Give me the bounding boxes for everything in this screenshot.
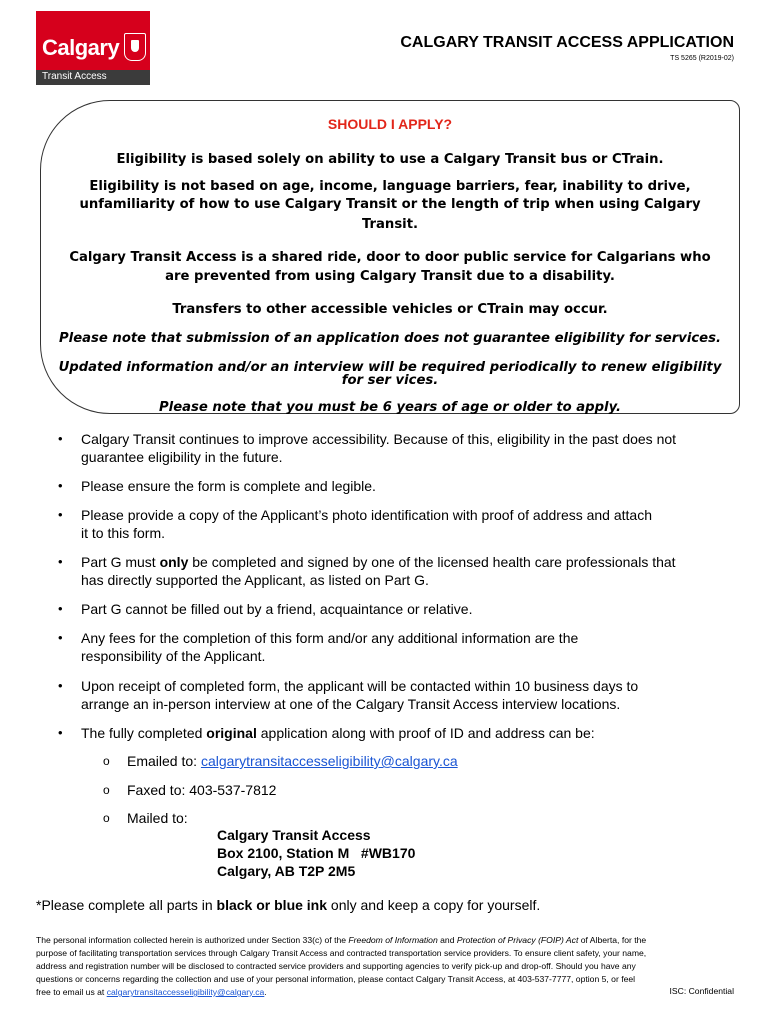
bullet-7b: arrange an in-person interview at one of the Calgary Transit Access interview locations.	[81, 696, 621, 712]
footer-email-link[interactable]: calgarytransitaccesseligibility@calgary.ca	[106, 987, 265, 997]
bullet-2: Please ensure the form is complete and legible.	[81, 478, 376, 494]
box-heading: SHOULD I APPLY?	[327, 116, 453, 132]
ink-note	[36, 896, 540, 914]
bullet-icon: •	[58, 601, 63, 616]
bullet-icon: •	[58, 554, 63, 569]
bullet-4a	[81, 553, 741, 571]
note-post: only and keep a copy for yourself.	[327, 897, 541, 913]
footer-1c: and	[437, 935, 457, 945]
footer-foi: Freedom of Information	[348, 935, 438, 945]
box-p6b: for ser vices.	[341, 373, 439, 388]
bullet-8-pre: The fully completed	[81, 725, 207, 741]
bullet-icon: •	[58, 630, 63, 645]
bullet-3a: Please provide a copy of the Applicant’s photo identification with proof of address and attach	[81, 507, 652, 523]
bullet-8	[81, 724, 741, 742]
footer-line-4: questions or concerns regarding the collection and use of your personal information, please contact Calgary Transit Access, at 403-537-7777, option 5, or feel	[36, 974, 636, 984]
sub-bullet-icon: o	[103, 754, 110, 768]
sub-bullet-icon: o	[103, 811, 110, 825]
address-line-1: Calgary Transit Access	[217, 827, 371, 843]
bullet-4a-post: be completed and signed by one of the licensed health care professionals that	[188, 554, 676, 570]
footer-line-3: address and registration number will be disclosed to contracted service providers and supporting agencies to verify pick-up and drop-off. Should you have any	[36, 961, 636, 971]
footer-line-1	[36, 934, 736, 947]
address-line-3: Calgary, AB T2P 2M5	[217, 863, 356, 879]
privacy-footer	[36, 934, 736, 999]
box-p4: Transfers to other accessible vehicles or CTrain may occur.	[172, 302, 608, 317]
box-p6a: Updated information and/or an interview will be required periodically to renew eligibility	[58, 360, 722, 375]
calgary-logo	[36, 11, 150, 85]
box-p5: Please note that submission of an application does not guarantee eligibility for services.	[59, 331, 721, 346]
note-bold: black or blue ink	[216, 897, 328, 913]
box-p2c: Transit.	[361, 217, 419, 232]
bullet-6b: responsibility of the Applicant.	[81, 648, 266, 664]
bullet-1a: Calgary Transit continues to improve accessibility. Because of this, eligibility in the past does not	[81, 431, 677, 447]
form-title: CALGARY TRANSIT ACCESS APPLICATION	[400, 34, 734, 51]
logo-subtitle: Transit Access	[42, 71, 107, 82]
box-p2a: Eligibility is not based on age, income, language barriers, fear, inability to drive,	[89, 179, 691, 194]
sub-fax: Faxed to: 403-537-7812	[127, 782, 277, 798]
bullet-5: Part G cannot be filled out by a friend, acquaintance or relative.	[81, 601, 473, 617]
footer-1e: of Alberta, for the	[578, 935, 647, 945]
box-p7: Please note that you must be 6 years of age or older to apply.	[159, 400, 621, 415]
bullet-8-post: application along with proof of ID and address can be:	[256, 725, 595, 741]
bullet-4a-bold: only	[159, 554, 189, 570]
footer-foip: Protection of Privacy (FOIP) Act	[456, 935, 579, 945]
bullet-1b: guarantee eligibility in the future.	[81, 449, 283, 465]
form-number: TS 5265 (R2019-02)	[670, 55, 734, 62]
footer-1a: The personal information collected herein is authorized under Section 33(c) of the	[36, 935, 349, 945]
logo-band	[36, 70, 150, 85]
bullet-icon: •	[58, 678, 63, 693]
bullet-3b: it to this form.	[81, 525, 166, 541]
sub-email	[127, 752, 458, 770]
footer-line-5	[36, 986, 736, 999]
sub-mail: Mailed to:	[127, 810, 188, 826]
bullet-8-bold: original	[206, 725, 257, 741]
bullet-4a-pre: Part G must	[81, 554, 160, 570]
email-link[interactable]: calgarytransitaccesseligibility@calgary.ca	[200, 753, 458, 769]
email-label: Emailed to:	[127, 753, 201, 769]
bullet-icon: •	[58, 725, 63, 740]
note-pre: *Please complete all parts in	[36, 897, 217, 913]
sub-bullet-icon: o	[103, 783, 110, 797]
bullet-icon: •	[58, 431, 63, 446]
box-p3b: are prevented from using Calgary Transit due to a disability.	[165, 269, 615, 284]
box-p3a: Calgary Transit Access is a shared ride, door to door public service for Calgarians who	[69, 250, 711, 265]
bullet-icon: •	[58, 507, 63, 522]
address-line-2: Box 2100, Station M #WB170	[217, 845, 416, 861]
footer-5a: free to email us at	[36, 987, 107, 997]
confidential-label: ISC: Confidential	[669, 986, 734, 996]
footer-line-2: purpose of facilitating transportation services through Calgary Transit Access and contracted transportation service providers. To ensure client safety, your name,	[36, 948, 647, 958]
bullet-icon: •	[58, 478, 63, 493]
bullet-4b: has directly supported the Applicant, as listed on Part G.	[81, 572, 429, 588]
bullet-7a: Upon receipt of completed form, the applicant will be contacted within 10 business days to	[81, 678, 639, 694]
box-p1: Eligibility is based solely on ability to use a Calgary Transit bus or CTrain.	[116, 152, 664, 167]
bullet-6a: Any fees for the completion of this form and/or any additional information are the	[81, 630, 579, 646]
logo-name: Calgary	[42, 35, 120, 60]
crest-icon	[124, 33, 146, 61]
box-p2b: unfamiliarity of how to use Calgary Transit or the length of trip when using Calgary	[79, 197, 701, 212]
footer-5b: .	[264, 987, 267, 997]
